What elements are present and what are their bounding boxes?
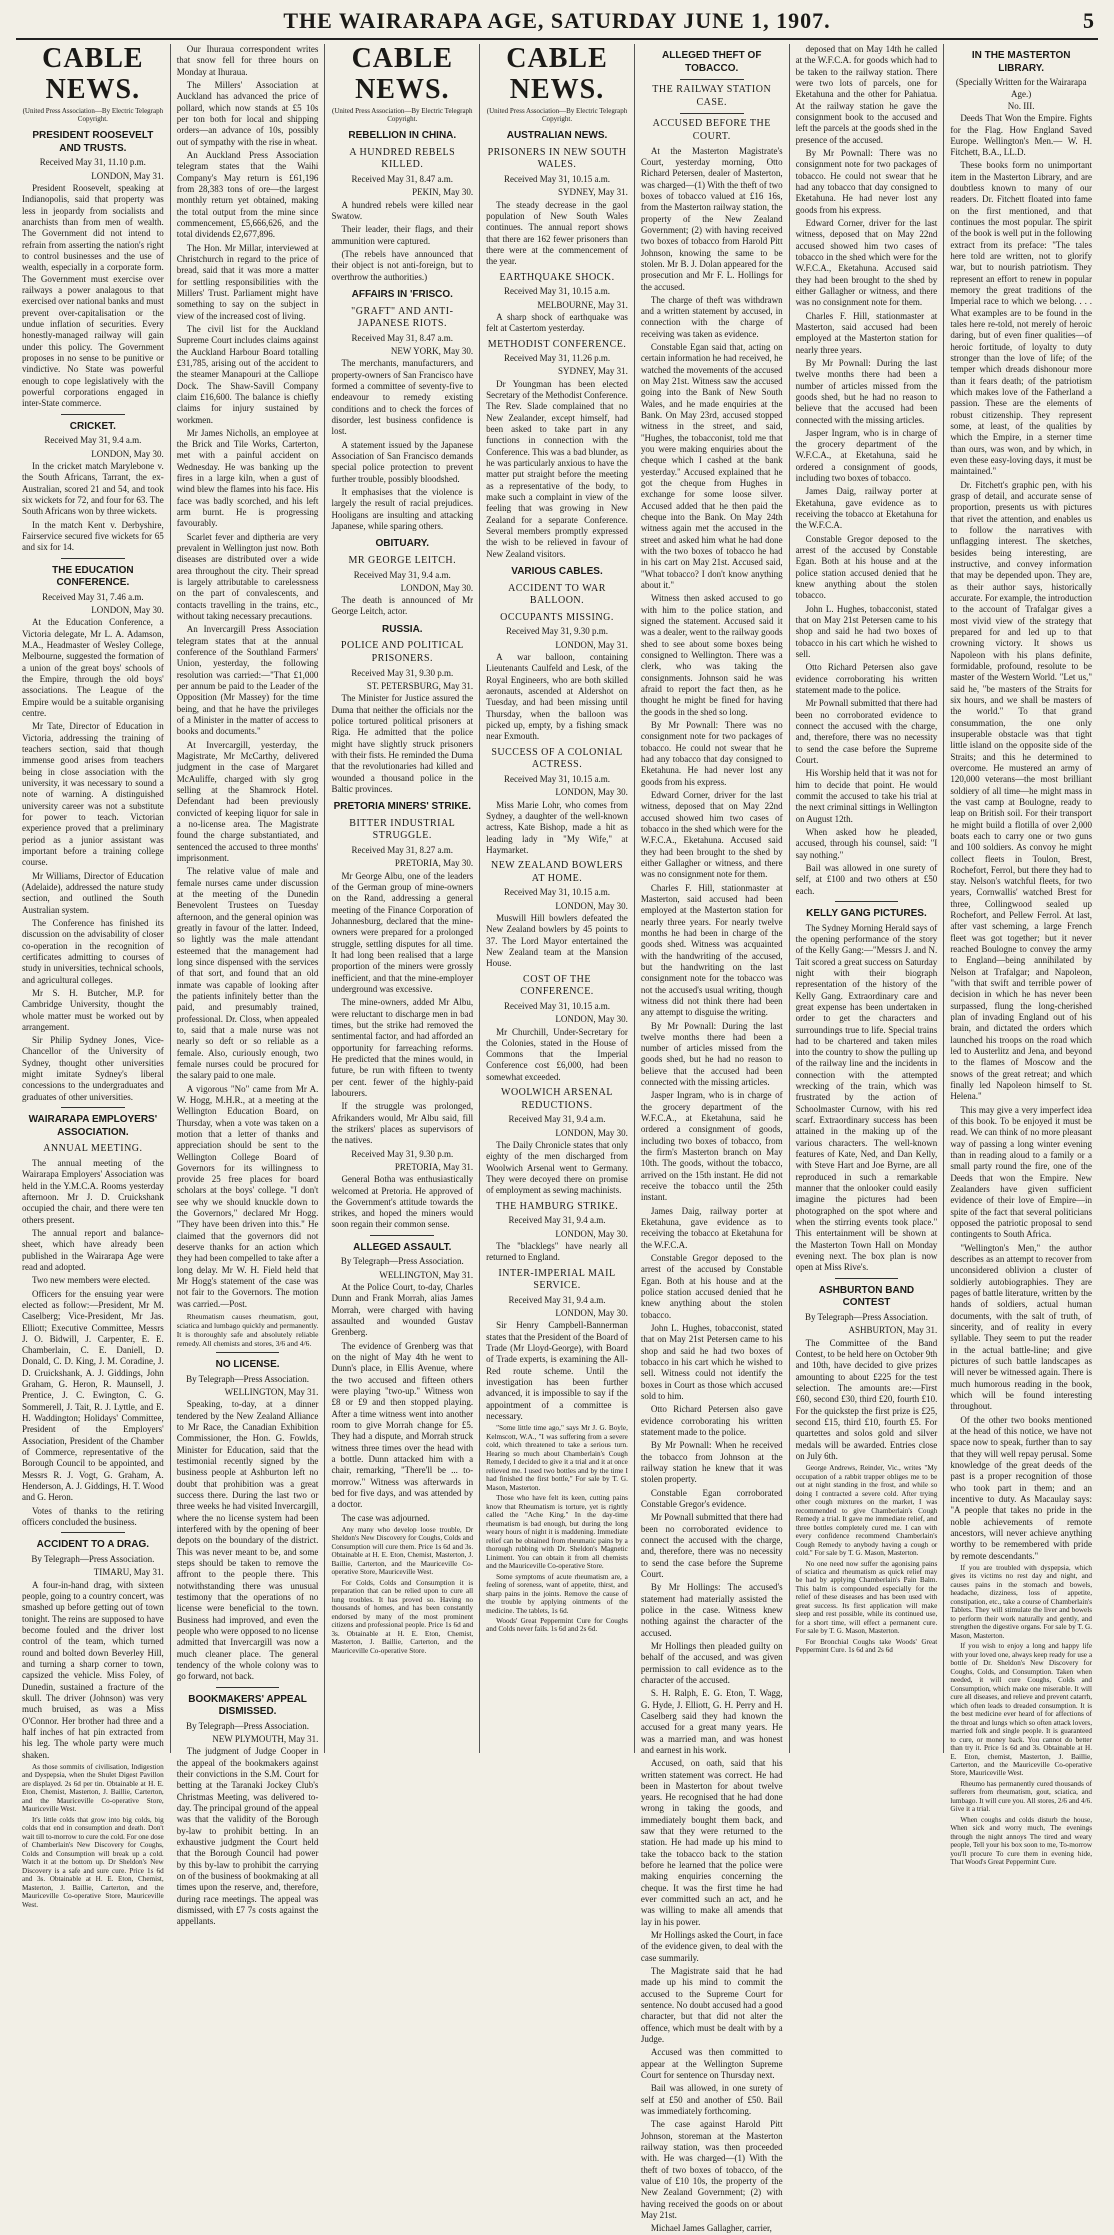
article-paragraph: At the Masterton Magistrate's Court, yesterday morning, Otto Richard Petersen, dealer of Masterton, was charged—(1) With the theft of two boxes of tobacco valued at £16 16s, from the Masterton railway station, the property of the New Zealand Government; (2) with having received two boxes of tobacco from Harold Pitt Johnson, knowing the same to be stolen. Mr B. J. Dolan appeared for the prosecution and Mr F. L. Hollings for the accused. bbox=[640, 145, 783, 292]
article-paragraph: An Invercargill Press Association telegram states that at the annual conference of the Southland Farmers' Union, yesterday, the following resolution was carried:—"That £1,000 per annum be paid to the Leader of the Opposition (Mr Massey) for the time being, and that he have the privileges of a Minister in the matter of access to books and documents." bbox=[176, 624, 319, 737]
article-paragraph: Accused was then committed to appear at the Wellington Supreme Court for sentence on Thursday next. bbox=[640, 2047, 783, 2081]
received-line: Received May 31, 9.4 a.m. bbox=[44, 435, 142, 446]
article-paragraph: The "blacklegs" have nearly all returned to England. bbox=[486, 1240, 628, 1263]
subheadline: BITTER INDUSTRIAL STRUGGLE. bbox=[349, 817, 456, 842]
article-paragraph: By Mr Hollings: The accused's statement had materially assisted the police in the case. Witness knew nothing against the character of the accused. bbox=[640, 1582, 783, 1638]
article-paragraph: The Minister for Justice assured the Duma that neither the officials nor the police tortured political prisoners at Riga. He admitted that the police might have slightly struck prisoners with their fists. He reminded the Duma that the revolutionaries had killed and wounded a thousand police in the Baltic provinces. bbox=[331, 693, 474, 794]
article-paragraph: (The rebels have announced that their object is not anti-foreign, but to overthrow the authorities.) bbox=[331, 248, 474, 282]
article-paragraph: Two new members were elected. bbox=[32, 1275, 151, 1286]
received-line: Received May 31, 9.4 a.m. bbox=[508, 1215, 606, 1226]
subheadline: A HUNDRED REBELS KILLED. bbox=[349, 146, 456, 171]
article-paragraph: Mr James Nicholls, an employee at the Brick and Tile Works, Carterton, met with a painful accident on Wednesday. He was banking up the fires in a large kiln, when a gust of wind blew the flames into his face. His face was badly scorched, and his left arm burnt. He is progressing favourably. bbox=[176, 427, 319, 529]
advertisement: For Colds, Colds and Consumption it is preparation that can be relied upon to cure all lung troubles. It has proved so. Having no thousands of homes, and has been constantly endorsed by many of the most prominent citizens and professional people. Price 1s 6d and 3s. Obtainable at H. E. Eton, Chemist, Masterton, J. Baillie, Carterton, and the Mauriceville Co-operative Store. bbox=[331, 1578, 474, 1655]
received-line: Received May 31, 9.30 p.m. bbox=[351, 667, 454, 678]
advertisement: Those who have felt its keen, cutting pains know that Rheumatism is torture, yet is rightly called the "Ache King." In the day-time rheumatism is bad enough, but during the long weary hours of night it is maddening. Immediate relief can be obtained from rheumatic pains by a thorough rubbing with Dr. Sheldon's Magnetic Liniment. You can obtain it from all chemists and the Mauriceville Co-operative Store. bbox=[486, 1494, 628, 1571]
received-line: Received May 31, 10.15 a.m. bbox=[504, 286, 610, 297]
subheadline: THE RAILWAY STATION CASE. bbox=[652, 84, 772, 108]
received-line: Received May 31, 8.27 a.m. bbox=[351, 844, 454, 855]
telegraph-credit: By Telegraph—Press Association. bbox=[340, 1256, 464, 1267]
received-line: Received May 31, 8.47 a.m. bbox=[351, 332, 454, 343]
article-paragraph: The Magistrate said that he had made up his mind to commit the accused to the Supreme Court for sentence. No doubt accused had a good character, but that did not alter the offence, which must be dealt with by a Judge. bbox=[640, 1966, 783, 2045]
subheadline: COST OF THE CONFERENCE. bbox=[520, 973, 594, 998]
subheadline: INTER-IMPERIAL MAIL SERVICE. bbox=[498, 1267, 616, 1292]
headline-employers: WAIRARAPA EMPLOYERS' ASSOCIATION. bbox=[28, 1114, 158, 1138]
article-paragraph: At the Police Court, to-day, Charles Dunn and Frank Morrah, alias James Morrah, were charged with having assaulted and wounded Gustav Grenberg. bbox=[331, 1282, 474, 1338]
subheadline: SUCCESS OF A COLONIAL ACTRESS. bbox=[491, 746, 623, 771]
subheadline: EARTHQUAKE SHOCK. bbox=[499, 271, 615, 283]
received-line: Received May 31, 10.15 a.m. bbox=[504, 887, 610, 898]
column-3 bbox=[325, 44, 480, 1753]
article-paragraph: The relative value of male and female nurses came under discussion at the meeting of the Dunedin Benevolent Trustees on Tuesday afternoon, and the general opinion was greatly in favour of the latter. Indeed, so lightly was the male attendant esteemed that the management had long since dispensed with the services of that sort, and found that an old inmate was capable of looking after the patients infinitely better than the paid, and presumably trained, professional. Dr. Closs, when appealed to, said that a male nurse was not nearly so deft or so reliable as a female. Also, curiously enough, two female nurses could be procured for the salary paid to one male. bbox=[176, 866, 319, 1081]
subheadline: THE HAMBURG STRIKE. bbox=[495, 1200, 619, 1212]
article-paragraph: Mr Pownall submitted that there had been no corroborated evidence to connect the accused with the charge, and, therefore, there was no necessity to send the case before the Supreme Court. bbox=[640, 1512, 783, 1579]
article-paragraph: Mr Williams, Director of Education (Adelaide), addressed the nature study section, and outlined the South Australian system. bbox=[22, 870, 164, 915]
article-paragraph: A hundred rebels were killed near Swatow. bbox=[331, 199, 474, 221]
article-paragraph: Constable Gregor deposed to the arrest of the accused by Constable Egan. Both at his house and at the police station accused denied that he knew anything about the stolen tobacco. bbox=[640, 1253, 783, 1320]
dateline: TIMARU, May 31. bbox=[93, 1567, 164, 1578]
dateline: LONDON, May 30. bbox=[91, 605, 164, 616]
received-line: Received May 31, 10.15 a.m. bbox=[504, 1000, 610, 1011]
headline-no-license: NO LICENSE. bbox=[215, 1359, 280, 1371]
column-4 bbox=[480, 44, 635, 1753]
article-paragraph: Of the other two books mentioned at the head of this notice, we have not space now to speak, further than to say that they will well repay perusal. Some knowledge of the great deeds of the past is a proper recognition of those who took part in them; and an incentive to duty. As Macaulay says: "A people that takes no pride in the noble achievements of remote ancestors, will never achieve anything worthy to be remembered with pride by remote descendants." bbox=[950, 1414, 1093, 1561]
article-paragraph: Constable Egan said that, acting on certain information he had received, he watched the movements of the accused on May 21st. Witness saw the accused going into the Bank of New South Wales, and he made enquiries at the Bank. On May 23rd, accused stopped witness in the street, and said, "Hughes, the tobacconist, told me that you were making enquiries about the cheque which I cashed at the bank yesterday." Accused explained that he got the cheque from Hughes in exchange for some loose silver. Accused added that he then paid the cheque into the Bank. On May 24th witness again met the accused in the street and asked him what he had done with the two boxes of tobacco he had in his cart on May 21st. Accused said, "What tobacco? I don't know anything about it." bbox=[640, 342, 783, 591]
article-paragraph: This may give a very imperfect idea of this book. To be enjoyed it must be read. We can think of no more pleasant way of passing a long winter evening than in reading aloud to a family or a small party round the fire, one of the Deeds that won the Empire. New Zealanders have given sufficient evidence of their love of Empire—in spite of the fact that several politicians opposed the patriotic proposal to send contingents to South Africa. bbox=[950, 1104, 1093, 1240]
divider bbox=[680, 113, 744, 114]
article-paragraph: The Millers' Association at Auckland has advanced the price of pollard, which now stands at £5 10s per ton both for local and shipping orders—an advance of 10s, possibly out of sympathy with the rise in wheat. bbox=[176, 79, 319, 147]
article-paragraph: If the struggle was prolonged, Afrikanders would, Mr Albu said, fill the strikers' places as supervisors of the natives. bbox=[331, 1101, 474, 1146]
article-paragraph: Rheumatism causes rheumatism, gout, sciatica and lumbago quickly and permanently. It is thoroughly safe and absolutely reliable remedy. All chemists and stores, 3/6 and 4/6. bbox=[176, 1312, 319, 1349]
article-paragraph: Their leader, their flags, and their ammunition were captured. bbox=[331, 224, 474, 246]
received-line: Received May 31, 11.26 p.m. bbox=[503, 353, 611, 364]
advertisement: Rheumo has permanently cured thousands of sufferers from rheumatism, gout, sciatica, and lumbago. It will cure you. All stores, 2/6 and 4/6. Give it a trial. bbox=[950, 1779, 1093, 1814]
cable-news-banner: CABLE NEWS. bbox=[42, 43, 144, 105]
article-paragraph: Otto Richard Petersen also gave evidence corroborating his written statement made to the police. bbox=[640, 1404, 783, 1437]
article-paragraph: At Invercargill, yesterday, the Magistrate, Mr McCarthy, delivered judgment in the case of Margaret McAuliffe, charged with sly grog selling at the Shamrock Hotel. Defendant had been previously convicted of keeping liquor for sale in a no-license area. The Magistrate found the charge substantiated, and sentenced the accused to three months' imprisonment. bbox=[176, 739, 319, 863]
article-paragraph: It emphasises that the violence is largely the result of racial prejudices. Hooligans are insulting and attacking Japanese, while sparing others. bbox=[331, 487, 474, 531]
received-line: Received May 31, 10.15 a.m. bbox=[504, 174, 610, 184]
article-paragraph: Mr George Albu, one of the leaders of the German group of mine-owners on the Rand, addressing a general meeting of the Finance Corporation of Johannesburg, declared that the mine-owners were prepared for a prolonged struggle, settling disputes for all time. It had long been realised that a large proportion of the miners were grossly inefficient, and that the mine-employer underground was excessive. bbox=[331, 870, 474, 994]
received-line: Received May 31, 9.4 a.m. bbox=[353, 569, 451, 580]
article-paragraph: President Roosevelt, speaking at Indianopolis, said that property was less in jeopardy from socialists and anarchists than from men of wealth. The Government did not intend to refrain from asserting the nation's right to control businesses and the use of wealth, especially in a corporate form. The Government must exercise over railways a power analagous to that exercised over national banks and must prevent over-capitalisation or the undue inflation of securities. Every honestly-managed railway will gain under this policy. The Government proposes in no sense to be punitive or vindictive. No State was powerful enough to cope legislatively with the powerful corporations engaged in inter-State commerce. bbox=[22, 183, 164, 409]
divider bbox=[216, 1687, 280, 1688]
article-paragraph: Votes of thanks to the retiring officers concluded the business. bbox=[22, 1505, 164, 1528]
article-paragraph: The case against Harold Pitt Johnson, storeman at the Masterton railway station, was then proceeded with. He was charged—(1) With the theft of two boxes of tobacco, of the value of £10 10s, the property of the New Zealand Government; (2) with having received the goods on or about May 21st. bbox=[640, 2119, 783, 2220]
dateline: LONDON, May 30. bbox=[555, 1014, 628, 1025]
subheadline: (Specially Written for the Wairarapa Age.) bbox=[955, 77, 1087, 99]
dateline: PRETORIA, May 30. bbox=[394, 858, 474, 869]
advertisement: "Some little time ago," says Mr J. G. Boyle, Kelmscott, W.A., "I was suffering from a severe cold, which threatened to take a serious turn. Hearing so much about Chamberlain's Cough Remedy, I decided to give it a trial and it at once relieved me. I used two bottles and by the time I had finished the first bottle," For sale by T. G. Mason, Masterton. bbox=[486, 1424, 628, 1492]
dateline: LONDON, May 31. bbox=[91, 170, 164, 181]
subheadline: NEW ZEALAND BOWLERS AT HOME. bbox=[490, 860, 624, 884]
dateline: NEW PLYMOUTH, May 31. bbox=[212, 1734, 319, 1745]
dateline: LONDON, May 30. bbox=[555, 1228, 628, 1239]
telegraph-credit: By Telegraph—Press Association. bbox=[804, 1311, 928, 1322]
dateline: SYDNEY, May 31. bbox=[558, 187, 628, 198]
received-line: Received May 31, 11.10 p.m. bbox=[39, 157, 146, 168]
article-paragraph: The death is announced of Mr George Leitch, actor. bbox=[331, 595, 474, 617]
masthead bbox=[16, 8, 1098, 40]
subheadline: METHODIST CONFERENCE. bbox=[487, 338, 627, 350]
article-paragraph: Charles F. Hill, stationmaster at Masterton, said accused had been employed at the Masterton station for nearly three years. bbox=[795, 310, 938, 355]
article-paragraph: A four-in-hand drag, with sixteen people, going to a country concert, was smashed up before getting out of town tonight. The reins are supposed to have become fouled and the driver lost control of the team, which turned round and bolted down Beverley Hill, and turning a sharp corner to town, capsized the vehicle. Miss Foley, of Dunedin, sustained a fracture of the skull. The driver (Johnson) was very much bruised, as was a Miss O'Connor. Her brother had three and a half inches of hat pin extracted from his leg. The whole party were much shaken. bbox=[22, 1579, 164, 1760]
article-paragraph: "Wellington's Men," the author describes as an attempt to recover from unconsidered oblivion a cluster of soldierly autobiographies. They are pages of battle literature, written by the hands of soldiers, actual human documents, with the salt of truth, of sincerity, and of reality in every syllable. They seem to put the reader in the actual battle-line; and give pictures of such battle landscapes as will never be witnessed again. There is much humorous reading in the book, which will be found interesting throughout. bbox=[950, 1242, 1093, 1412]
article-paragraph: General Botha was enthusiastically welcomed at Pretoria. He approved of the Government's attitude towards the strikes, and hoped the miners would soon regain their common sense. bbox=[331, 1174, 474, 1230]
article-paragraph: The steady decrease in the gaol population of New South Wales continues. The annual report shows that there are 162 fewer prisoners than there were at the commencement of the year. bbox=[486, 199, 628, 267]
column-6 bbox=[790, 44, 945, 1753]
article-paragraph: Bail was allowed, in one surety of self at £50 and another of £50. Bail was immediately forthcoming. bbox=[640, 2083, 783, 2117]
article-paragraph: The annual meeting of the Wairarapa Employers' Association was held in the Y.M.C.A. Rooms yesterday afternoon. Mr J. D. Cruickshank occupied the chair, and there were ten others present. bbox=[22, 1157, 164, 1225]
dateline: LONDON, May 31. bbox=[555, 639, 628, 650]
article-paragraph: The Sydney Morning Herald says of the opening performance of the story of the Kelly Gang:—"Messrs J. and N. Tait scored a great success on Saturday night with their biograph representation of the history of the Kelly Gang. Extraordinary care and great expense has been undertaken in order to get the characters and surroundings true to life. Special trains had to be chartered and taken miles into the country to show the pulling up of the railway line and the incidents in connection with the attempted wrecking of the train, which was frustrated by the action of Schoolmaster Curnow, with his red scarf. Extraordinary success has been attained in the making up of the various characters. The well-known features of Kate, Ned, and Dan Kelly, with Steve Hart and Joe Byrne, are all reproduced in such a remarkable manner that the onlooker could easily imagine the pictures had been photographed on the spot where and when the stirring events took place." This entertainment will be shown at the Masterton Town Hall on Monday evening next. The box plan is now open at Miss Rive's. bbox=[795, 922, 938, 1273]
press-association-note: (United Press Association—By Electric Telegraph Copyright. bbox=[486, 106, 628, 124]
article-paragraph: Edward Corner, driver for the last witness, deposed that on May 22nd accused showed him two cases of tobacco in the shed which were for the W.F.C.A., Eketahuna. Accused said they had been brought to the shed by either Gallagher or witness, and there was no consignment note for them. bbox=[795, 217, 938, 308]
received-line: Received May 31, 8.47 a.m. bbox=[351, 174, 454, 184]
dateline: LONDON, May 30. bbox=[555, 787, 628, 798]
dateline: LONDON, May 30. bbox=[555, 1127, 628, 1138]
article-paragraph: James Daig, railway porter at Eketahuna, gave evidence as to receiving the tobacco at Eketahuna for the W.F.C.A. bbox=[795, 486, 938, 531]
article-paragraph: The Committee of the Band Contest, to be held here on October 9th and 10th, have decided to give prizes amounting to about £225 for the test selection. The amounts are:—First £60, second £30, third £20, fourth £10. For the quickstep the first prize is £25, second £15, third £10, fourth £5. For quartettes and solos gold and silver medals will be awarded. Entries close on July 6th. bbox=[795, 1337, 938, 1461]
advertisement: If you wish to enjoy a long and happy life with your loved one, always keep ready for use a bottle of Dr. Sheldon's New Discovery for Coughs, Colds, and Consumption. Taken when needed, it will cure Coughs, Colds and Consumption, which make one miserable. It will cure all diseases, and relieve and prevent catarrh, which often leads to dreaded consumption. It is the best medicine ever heard of for affections of the throat and lungs which so often attack lovers, married folk and single people. It is guaranteed to cure, or money back. You cannot do better than try it. Price 1s 6d and 3s. Obtainable at H. E. Eton, chemist, Masterton, J. Baillie, Carterton, and the Mauriceville Co-operative Store, Mauriceville West. bbox=[950, 1642, 1093, 1778]
article-paragraph: Witness then asked accused to go with him to the police station, and signed the statement. Accused said it was a dealer, went to the railway goods shed to see about some boxes being consigned to Wellington. There was a clerk, who was taking the consignments. Johnson said he was afraid to report the fact then, as he thought he might be fined for having the goods in the shed so long. bbox=[640, 593, 783, 717]
dateline: LONDON, May 30. bbox=[555, 1308, 628, 1319]
article-paragraph: By Mr Pownall: When he received the tobacco from Johnson at the railway station he knew that it was stolen property. bbox=[640, 1440, 783, 1485]
article-paragraph: The judgment of Judge Cooper in the appeal of the bookmakers against their convictions in the S.M. Court for betting at the Taranaki Jockey Club's Christmas Meeting, was delivered to-day. The principal ground of the appeal was that the validity of the Borough by-law to prohibit betting. In an exhaustive judgment the Court held that the Borough Council had power by this by-law to prohibit the carrying on of the business of bookmaking at all times upon the reserve, and, therefore, during race meetings. The appeal was dismissed, with £7 7s costs against the appellants. bbox=[176, 1746, 319, 1927]
article-paragraph: Michael James Gallagher, carrier, bbox=[650, 2223, 772, 2234]
dateline: NEW YORK, May 30. bbox=[390, 346, 474, 357]
article-paragraph: By Mr Pownall: During the last twelve months there had been a number of articles missed from the goods shed, but he had no reason to believe that the accused had been connected with the missing articles. bbox=[795, 357, 938, 425]
dateline: LONDON, May 30. bbox=[91, 448, 164, 459]
article-paragraph: By Mr Pownall: There was no consignment note for two packages of tobacco. He could not swear that he had any tobacco that day consigned to Eketahuna. He had never lost any goods from his express. bbox=[795, 147, 938, 215]
advertisement: If you are troubled with dyspepsia, which gives its victims no rest day and night, and causes pains in the stomach and bowels, headache, dizziness, loss of appetite, constipation, etc., take a course of Chamberlain's Tablets. They will stimulate the liver and bowels to perform their work naturally and gently, and strengthen the digestive organs. For sale by T. G. Mason, Masterton. bbox=[950, 1563, 1093, 1640]
headline-cricket: CRICKET. bbox=[69, 420, 116, 432]
dateline: MELBOURNE, May 31. bbox=[537, 299, 628, 310]
advertisement: Some symptoms of acute rheumatism are, a feeling of soreness, want of appetite, thirst, and sharp pains in the joints. Remove the cause of the trouble by applying ointments of the medicine. The tablets, 1s 6d. bbox=[486, 1572, 628, 1615]
dateline: PRETORIA, May 31. bbox=[394, 1161, 474, 1172]
article-paragraph: Mr Churchill, Under-Secretary for the Colonies, stated in the House of Commons that the Imperial Conference cost £6,000, had been somewhat exceeded. bbox=[486, 1026, 628, 1082]
article-paragraph: Sir Henry Campbell-Bannerman states that the President of the Board of Trade (Mr Lloyd-George), with Board of Trade experts, is examining the All-Red route scheme. Until the investigation has been further advanced, it is impossible to say if the appointment of a committee is necessary. bbox=[486, 1320, 628, 1421]
article-paragraph: When asked how he pleaded, accused, through his counsel, said: "I say nothing." bbox=[795, 826, 938, 860]
article-paragraph: deposed that on May 14th he called at the W.F.C.A. for goods which had to be taken to the railway station. There were two lots of parcels, one for Eketahuna and the other for Pahiatua. At the railway station he gave the consignment book to the accused and left the parcels at the goods shed in the presence of the accused. bbox=[795, 44, 938, 145]
article-paragraph: Speaking, to-day, at a dinner tendered by the New Zealand Alliance to Mr Race, the Canadian Exhibition Commissioner, the Hon. G. Fowlds, Minister for Education, said that the testimonial recently signed by the business people at Ashburton left no doubt that prohibition was a great success there. During the last two or three weeks he had visited Invercargill, where the no license system had been interfered with by the opening of beer depots on the boundary of the district. This was never meant to be, and some steps should be taken to remove the affront to the people there. This notwithstanding there was unusual testimony that the operations of no license were beneficial to the town. Business had improved, and even the people who were opposed to no license admitted that Invercargill was now a much cleaner place. The general tendency of the whole colony was to go forward, not back. bbox=[176, 1399, 319, 1682]
headline-tobacco: ALLEGED THEFT OF TOBACCO. bbox=[662, 50, 762, 74]
article-paragraph: S. H. Ralph, E. G. Eton, T. Wagg, G. Hyde, J. Elliott, G. H. Perry and H. Caselberg said they had known the accused for a great many years. He was a married man, and was honest and earnest in his work. bbox=[640, 1688, 783, 1755]
subheadline: MR GEORGE LEITCH. bbox=[348, 554, 457, 566]
dateline: ST. PETERSBURG, May 31. bbox=[366, 680, 474, 691]
headline-various: VARIOUS CABLES. bbox=[511, 566, 603, 578]
subheadline: ANNUAL MEETING. bbox=[43, 1143, 143, 1155]
article-paragraph: Dr Youngman has been elected Secretary of the Methodist Conference. The Rev. Slade complained that no New Zealander, except himself, had been asked to take part in any functions in connection with the Conference. This was a bad blunder, as he was particularly anxious to have the matter put straight before the meeting as a representative of the body, to make such a complaint in view of the feeling that was growing in New Zealand for a separate Conference. Several members promptly expressed the wish to be relieved in favour of New Zealand visitors. bbox=[486, 378, 628, 559]
headline-kelly-gang: KELLY GANG PICTURES. bbox=[806, 907, 927, 919]
advertisement: Woods' Great Peppermint Cure for Coughs and Colds never fails. 1s 6d and 2s 6d. bbox=[486, 1616, 628, 1634]
advertisement: As those sommits of civilisation, Indigestion and Dyspepsia, when the Shulet Digest Pavillon are displayed. 2s 6d per tin. Obtainable at H. E. Eton, Chemist, Masterton, J. Baillie, Carterton, and the Mauriceville Co-operative Store, Mauriceville West. bbox=[22, 1762, 164, 1814]
dateline: LONDON, May 30. bbox=[400, 582, 474, 593]
page-number: 5 bbox=[1083, 8, 1094, 33]
dateline: PEKIN, May 30. bbox=[412, 187, 474, 198]
divider bbox=[216, 1352, 280, 1353]
article-paragraph: The annual report and balance-sheet, which have already been published in the Wairarapa Age were read and adopted. bbox=[22, 1227, 164, 1272]
masthead-title: THE WAIRARAPA AGE, SATURDAY JUNE 1, 1907. bbox=[283, 8, 831, 33]
article-paragraph: Our Ihuraua correspondent writes that snow fell for three hours on Monday at Ihuraua. bbox=[176, 44, 319, 77]
telegraph-credit: By Telegraph—Press Association. bbox=[31, 1554, 155, 1564]
column-5 bbox=[635, 44, 790, 2234]
article-paragraph: Constable Gregor deposed to the arrest of the accused by Constable Egan. Both at his house and at the police station accused denied that he knew anything about the stolen tobacco. bbox=[795, 533, 938, 601]
headline-drag-accident: ACCIDENT TO A DRAG. bbox=[36, 1539, 150, 1551]
dateline: ASHBURTON, May 31. bbox=[848, 1325, 938, 1336]
article-paragraph: Bail was allowed in one surety of self, at £100 and two others at £50 each. bbox=[795, 862, 938, 896]
headline-roosevelt: PRESIDENT ROOSEVELT AND TRUSTS. bbox=[32, 130, 154, 154]
received-line: Received May 31, 9.4 a.m. bbox=[508, 1294, 606, 1305]
dateline: LONDON, May 30. bbox=[555, 900, 628, 911]
advertisement: Any many who develop loose trouble, Dr Sheldon's New Discovery for Coughs, Colds and Consumption will cure them. Price 1s 6d and 3s. Obtainable at H. E. Eton, Chemist, Masterton, J. Baillie, Carterton, and the Mauriceville Co-operative Store, Mauriceville West. bbox=[331, 1525, 474, 1577]
article-paragraph: Jasper Ingram, who is in charge of the grocery department of the W.F.C.A., at Eketahuna, said he ordered a consignment of goods, including two boxes of tobacco, from the firm's Masterton branch on May 10th. The goods, without the tobacco, arrived on the 15th instant. He did not receive the tobacco until the 25th instant. bbox=[640, 1090, 783, 1203]
article-paragraph: The Hon. Mr Millar, interviewed at Christchurch in regard to the price of bread, said that it was more a matter for settling responsibilities with the Millers' Trust. Parliament might have something to say on the subject in view of the increased cost of living. bbox=[176, 242, 319, 321]
article-paragraph: Mr Hollings then pleaded guilty on behalf of the accused, and was given permission to call evidence as to the character of the accused. bbox=[640, 1640, 783, 1685]
article-paragraph: The case was adjourned. bbox=[341, 1512, 430, 1523]
subheadline: POLICE AND POLITICAL PRISONERS. bbox=[340, 640, 464, 664]
article-paragraph: The charge of theft was withdrawn and a written statement by accused, in connection with the charge of receiving was taken as evidence. bbox=[640, 294, 783, 339]
advertisement: George Andrews, Reinder, Vic., writes "My occupation of a rabbit trapper obliges me to be out at night standing in the frost, and while so doing I contracted a severe cold. After trying other cough mixtures on the market, I was recommended to give Chamberlain's Cough Remedy a trial. It gave me immediate relief, and three bottles completely cured me. I can with every confidence recommend Chamberlain's Cough Remedy to anybody having a cough or cold." For sale by T. G. Mason, Masterton. bbox=[795, 1464, 938, 1558]
divider bbox=[61, 558, 125, 559]
article-paragraph: The evidence of Grenberg was that on the night of May 4th he went to Dunn's place, in Ellis Avenue, where the two accused and fifteen others were playing "two-up." Witness won £8 or £9 and then stopped playing. After a time witness went into another room to give Morrah change for £5. They had a dispute, and Morrah struck witness three times over the head with a bottle. Dunn attacked him with a chair, remarking, "There'll be ... to-morrow." Witness was afterwards in bed for five days, and was attended by a doctor. bbox=[331, 1340, 474, 1510]
advertisement: When coughs and colds disturb the house, When sick and worry much, The evenings through the night annoys The tired and weary people, Tell your his box soon to me, To-morrow you'll procure To cure them in evening hide, That Wood's Great Peppermint Cure. bbox=[950, 1815, 1093, 1867]
article-paragraph: Accused, on oath, said that his written statement was correct. He had been in Masterton for about twelve years. He recognised that he had done wrong in taking the goods, and immediately bought them back, and saw that they were returned to the station. He had made up his mind to take the tobacco back to the station before he learned that the police were making enquiries concerning the cheque. It was the first time he had ever committed such an act, and he was willing to make all amends that lay in his power. bbox=[640, 1758, 783, 1927]
article-paragraph: John L. Hughes, tobacconist, stated that on May 21st Petersen came to his shop and said he had two boxes of tobacco in his cart which he wished to sell. bbox=[795, 603, 938, 660]
advertisement: It's little colds that grow into big colds, big colds that end in consumption and death. Don't wait till to-morrow to cure the cold. For one dose of Chamberlain's New Discovery for Coughs, Colds and Consumption will break up a cold. Watch it at the bottom up. Dr Sheldon's New Discovery is a safe and sure cure. Price 1s 6d and 3s. Obtainable at H. E. Eton, Chemist, Masterton, J. Baillie, Carterton, and the Mauriceville Co-operative Store, Mauriceville West. bbox=[22, 1815, 164, 1909]
article-paragraph: The merchants, manufacturers, and property-owners of San Francisco have formed a committee of seventy-five to endeavour to remedy existing conditions and to check the forces of disorder, lest business confidence is lost. bbox=[331, 358, 474, 437]
dateline: WELLINGTON, May 31. bbox=[224, 1387, 319, 1398]
headline-china: REBELLION IN CHINA. bbox=[348, 130, 457, 142]
headline-obituary: OBITUARY. bbox=[375, 538, 430, 550]
headline-education: THE EDUCATION CONFERENCE. bbox=[52, 564, 134, 589]
article-paragraph: Constable Egan corroborated Constable Gregor's evidence. bbox=[640, 1487, 783, 1509]
article-paragraph: An Auckland Press Association telegram states that the Waihi Company's May return is £61,196 from 28,383 tons of ore—the largest monthly return yet obtained, making the total output from the mine since commencement, £5,666,626, and the total dividends £2,677,896. bbox=[176, 149, 319, 240]
headline-pretoria: PRETORIA MINERS' STRIKE. bbox=[333, 801, 471, 813]
press-association-note: (United Press Association—By Electric Telegraph Copyright. bbox=[22, 106, 164, 124]
dateline: WELLINGTON, May 31. bbox=[379, 1269, 474, 1280]
article-paragraph: A statement issued by the Japanese Association of San Francisco demands special police protection to prevent further trouble, possibly bloodshed. bbox=[331, 439, 474, 484]
article-paragraph: A vigorous "No" came from Mr A. W. Hogg, M.H.R., at a meeting at the Wellington Education Board, on Thursday, when a vote was taken on a motion that a letter of thanks and appreciation should be sent to the Wellington College Board of Governors for its willingness to provide 25 free places for board scholars at the boys' college. "I don't see why we should knuckle down to the Governors," declared Mr Hogg. "They have been driven into this." He claimed that the governors did not deserve thanks for an action which they had been compelled to take after a long delay. Mr W. H. Field held that Mr Hogg's statement of the case was not fair to the Governors. The motion was carried.—Post. bbox=[176, 1083, 319, 1309]
article-paragraph: By Mr Pownall: During the last twelve months there had been a number of articles missed from the goods shed, but he had no reason to believe that the accused had been connected with the missing articles. bbox=[640, 1020, 783, 1088]
article-paragraph: Mr Pownall submitted that there had been no corroborated evidence to connect the accused with the charge, and, therefore, there was no necessity to send the case before the Supreme Court. bbox=[795, 698, 938, 766]
received-line: Received May 31, 7.46 a.m. bbox=[42, 591, 144, 602]
article-paragraph: These books form no unimportant item in the Masterton Library, and are doubtless known to many of our readers. Dr. Fitchett floated into fame on the first mentioned, and that continues the most popular. The spirit of the book is well put in the following extract from its preface: "The tales here told are written, not to glorify war, but to nourish patriotism. They represent an effort to renew in popular memory the great traditions of the Imperial race to which we belong. . . . What examples are to be found in the tales here re-told, not merely of heroic daring, but of even finer qualities—of heroic fortitude, of loyalty to duty stronger than the love of life; of the temper which dreads dishonour more than it fears death; of the patriotism which makes love of the Fatherland a passion. These are the elements of robust citizenship. They represent some, at least, of the qualities by which the Empire, in a sterner time than ours, was won, and by which, in even these easy-loving days, it must be maintained." bbox=[950, 160, 1093, 477]
columns bbox=[16, 43, 1098, 2234]
headline-bookmakers: BOOKMAKERS' APPEAL DISMISSED. bbox=[188, 1693, 307, 1718]
dateline: SYDNEY, May 31. bbox=[558, 366, 628, 377]
column-7 bbox=[944, 44, 1098, 1867]
telegraph-credit: By Telegraph—Press Association. bbox=[186, 1720, 310, 1731]
headline-frisco: AFFAIRS IN 'FRISCO. bbox=[351, 288, 453, 300]
headline-russia: RUSSIA. bbox=[382, 623, 423, 635]
article-paragraph: Edward Corner, driver for the last witness, deposed that on May 22nd accused showed him two cases of tobacco in the shed which were for the W.F.C.A., Eketahuna. Accused said they had been brought to the shed by either Gallagher or witness, and there was no consignment note for them. bbox=[640, 789, 783, 880]
divider bbox=[680, 79, 744, 80]
received-line: Received May 31, 9.30 p.m. bbox=[506, 626, 608, 637]
headline-assault: ALLEGED ASSAULT. bbox=[353, 1241, 452, 1253]
received-line: Received May 31, 9.4 a.m. bbox=[508, 1114, 606, 1125]
cable-news-banner: CABLE NEWS. bbox=[506, 43, 608, 105]
article-paragraph: The civil list for the Auckland Supreme Court includes claims against the Auckland Harbour Board totalling £31,785, arising out of the accident to the steamer Manapouri at the Calliope Dock. The Shaw-Savill Company claim £16,600. The balance is chiefly claims for injury sustained by workmen. bbox=[176, 323, 319, 425]
article-paragraph: Charles F. Hill, stationmaster at Masterton, said accused had been employed at the Masterton station for nearly three years. For nearly twelve months he had been in charge of the goods shed. Witness was acquainted with the handwriting of the accused, but the handwriting on the last consignment note for the tobacco was not the accused's usual writing, though witness did not think there had been any attempt to disguise the writing. bbox=[640, 882, 783, 1018]
article-paragraph: Miss Marie Lohr, who comes from Sydney, a daughter of the well-known actress, Kate Bishop, made a hit as leading lady in "My Wife," at Haymarket. bbox=[486, 799, 628, 855]
telegraph-credit: By Telegraph—Press Association. bbox=[186, 1373, 310, 1384]
book-list: Deeds That Won the Empire. Fights for the Flag. How England Saved Europe. Wellington's Men.— W. H. Fitchett, B.A., LL.D. bbox=[950, 113, 1093, 158]
column-1 bbox=[16, 43, 171, 1909]
subheadline: OCCUPANTS MISSING. bbox=[500, 611, 614, 623]
article-paragraph: Jasper Ingram, who is in charge of the grocery department of the W.F.C.A., at Eketahuna, said he ordered a consignment of goods, including two boxes of tobacco. bbox=[795, 427, 938, 484]
received-line: Received May 31, 9.30 p.m. bbox=[351, 1148, 454, 1159]
article-paragraph: The Conference has finished its discussion on the advisability of closer co-operation in the recognition of certificates admitting to courses of study in universities, technical schools, and agricultural colleges. bbox=[22, 917, 164, 985]
advertisement: No one need now suffer the agonising pains of sciatica and rheumatism as quick relief may be had by applying Chamberlain's Pain Balm. This balm is compounded especially for the relief of these diseases and has been used with great success. Its first application will make sleep and rest possible, while its continued use, for a short time, will effect a permanent cure. For sale by T. G. Mason, Masterton. bbox=[795, 1559, 938, 1636]
article-paragraph: His Worship held that it was not for him to decide that point. He would commit the accused to take his trial at the next criminal sittings in Wellington on August 12th. bbox=[795, 768, 938, 824]
article-paragraph: Scarlet fever and diptheria are very prevalent in Wellington just now. Both diseases are distributed over a wide area throughout the city. Their spread is largely attributable to carelessness on the part of convalescents, and contacts travelling in the trains, etc., without taking necessary precautions. bbox=[176, 531, 319, 622]
cable-news-banner: CABLE NEWS. bbox=[351, 43, 454, 105]
article-paragraph: In the match Kent v. Derbyshire, Fairservice secured five wickets for 65 and six for 14. bbox=[22, 519, 164, 553]
article-paragraph: Mr S. H. Butcher, M.P. for Cambridge University, thought the whole matter must be worked out by arrangement. bbox=[22, 987, 164, 1032]
subheadline: "GRAFT" AND ANTI-JAPANESE RIOTS. bbox=[351, 305, 454, 330]
press-association-note: (United Press Association—By Electric Telegraph Copyright. bbox=[332, 106, 473, 124]
article-paragraph: John L. Hughes, tobacconist, stated that on May 21st Petersen came to his shop and said he had two boxes of tobacco in his cart which he wished to sell. Witness could not identify the boxes in Court as those which accused sold to him. bbox=[640, 1323, 783, 1401]
article-paragraph: The mine-owners, added Mr Albu, were reluctant to discharge men in bad times, but the strike had removed the sentimental factor, and had afforded an opportunity for farreaching reforms. He predicted that the mines would, in future, be run with fifteen to twenty per cent. fewer of the highly-paid labourers. bbox=[331, 997, 474, 1098]
headline-australian: AUSTRALIAN NEWS. bbox=[506, 130, 608, 142]
article-paragraph: A sharp shock of earthquake was felt at Castertom yesterday. bbox=[486, 311, 628, 334]
subheadline: ACCIDENT TO WAR BALLOON. bbox=[508, 582, 606, 607]
divider bbox=[61, 1532, 125, 1533]
article-paragraph: Officers for the ensuing year were elected as follow:—President, Mr M. Caselberg; Vice-President, Mr Jas. Elliott; Executive Committee, Messrs J. O. Bidwill, J. Carpenter, E. E. Chamberlain, C. E. Daniell, D. Donald, C. D. King, J. M. Coradine, J. D. Cruickshank, A. J. Giddings, John Graham, G. Heron, R. Maunsell, J. Prentice, J. C. Ewington, C. G. Sommerell, J. Tait, R. J. Lyttle, and E. H. Waddington; Holidays' Committee, President of the Employers' Association, President of the Chamber of Commerce, representative of the Borough Council to be appointed, and Messrs R. J. Vogt, G. Graham, A. Henderson, A. J. Giddings, H. T. Wood and G. Heron. bbox=[22, 1288, 164, 1503]
article-paragraph: At the Education Conference, a Victoria delegate, Mr L. A. Adamson, M.A., Headmaster of Wesley College, Melbourne, suggested the formation of a union of the great boys' schools of the Empire, through the old boys' associations. The League of the Empire would be a suitable organising centre. bbox=[22, 617, 164, 718]
subheadline: PRISONERS IN NEW SOUTH WALES. bbox=[487, 146, 627, 171]
article-paragraph: James Daig, railway porter at Eketahuna, gave evidence as to receiving the tobacco at Eketahuna for the W.F.C.A. bbox=[640, 1205, 783, 1250]
divider bbox=[61, 414, 125, 415]
received-line: Received May 31, 10.15 a.m. bbox=[504, 773, 610, 784]
divider bbox=[835, 901, 899, 902]
article-paragraph: In the cricket match Marylebone v. the South Africans, Tarrant, the ex-Australian, scored 21 and 54, and took six wickets for 72, and four for 63. The South Africans won by three wickets. bbox=[22, 460, 164, 517]
divider bbox=[370, 1235, 434, 1236]
headline-band-contest: ASHBURTON BAND CONTEST bbox=[818, 1284, 915, 1309]
advertisement: For Bronchial Coughs take Woods' Great Peppermint Cure. 1s 6d and 2s 6d bbox=[795, 1637, 938, 1655]
column-2 bbox=[171, 44, 326, 1927]
article-paragraph: Mr Tate, Director of Education in Victoria, addressing the training of teachers section, said that though immense good arises from teachers being in close association with the university, it was necessary to sound a note of warning. A distinguished university career was not a substitute for power to teach. Victorian experience proved that a preliminary period as a junior assistant was important before a training college course. bbox=[22, 721, 164, 868]
divider bbox=[835, 1278, 899, 1279]
article-paragraph: Dr. Fitchett's graphic pen, with his grasp of detail, and accurate sense of proportion, presents us with pictures that rivet the attention, and enables us to follow the narratives with unflagging interest. The sketches, besides being interesting, are instructive, and convey information that may be depended upon. They are, as their author says, historically accurate. For example, the introduction to the account of Trafalgar gives a most vivid view of the strategy that prepared for and led up to that crowning victory. It shows us Napoleon with his plans definite, formidable, profound, resolute to be master of the Western World. "Let us," said he, "be masters of the Straits for six hours, and we shall be masters of the world." To that grand consummation, the one only insuperable obstacle was that tight little island on the opposite side of the Straits; and this he determined to overcome. He mustered an army of 120,000 veterans—the most brilliant soldiery of all time—he might mass in the vast camp at Boulogne, ready to leap on British soil. For their transport he might build a flotilla of over 2,000 boats each to carry one or two guns and 100 soldiers. As convoy he might collect fleets in Toulon, Brest, Rochefort, Ferrol, but there they had to stay. Nelson's watchful fleets, for two years, Cornwallis' watched Brest for three, Collingwood sealed up Rochefort, and Pellew Ferrol. At last, after vast scheming, a large French fleet was got together; but it never reached Boulogne to convey the army to England—being annihilated by Nelson at Trafalgar; and Napoleon, "with that swift and terrible power of decision in which he has never been surpassed, flung the long-cherished plan of invading England out of his brain, and dictated the orders which launched his troops on the road which led to Austerlitz and Jena, and beyond to the flames of Moscow and the snows of the great retreat; and which finally led Napoleon himself to St. Helena." bbox=[950, 479, 1093, 1102]
article-paragraph: Sir Philip Sydney Jones, Vice-Chancellor of the University of Sydney, thought other universities might imitate Sydney's liberal concessions to the undergraduates and graduates of other universities. bbox=[22, 1035, 164, 1102]
subheadline: WOOLWICH ARSENAL REDUCTIONS. bbox=[501, 1087, 613, 1111]
article-paragraph: A war balloon, containing Lieutenants Caulfeld and Lesk, of the Royal Engineers, who are both skilled aeronauts, ascended at Aldershot on Tuesday, and had been missing until Thursday, when the balloon was picked up, empty, by a fishing smack near Exmouth. bbox=[486, 652, 628, 742]
article-paragraph: Mr Hollings asked the Court, in face of the evidence given, to deal with the case summarily. bbox=[640, 1930, 783, 1963]
series-number: No. III. bbox=[1007, 100, 1035, 111]
article-paragraph: Otto Richard Petersen also gave evidence corroborating his written statement made to the police. bbox=[795, 662, 938, 696]
headline-library: IN THE MASTERTON LIBRARY. bbox=[971, 50, 1071, 74]
article-paragraph: The Daily Chronicle states that only eighty of the men discharged from Woolwich Arsenal went to Germany. They were decoyed there on promise of employment as sewing machinists. bbox=[486, 1139, 628, 1196]
divider bbox=[61, 1107, 125, 1108]
article-paragraph: By Mr Pownall: There was no consignment note for two packages of tobacco. He could not swear that he had any tobacco that day consigned to Eketahuna. He had never lost any goods from his express. bbox=[640, 719, 783, 787]
article-paragraph: Muswill Hill bowlers defeated the New Zealand bowlers by 45 points to 37. The Lord Mayor entertained the New Zealand team at the Mansion House. bbox=[486, 913, 628, 969]
subheadline: ACCUSED BEFORE THE COURT. bbox=[652, 118, 771, 142]
